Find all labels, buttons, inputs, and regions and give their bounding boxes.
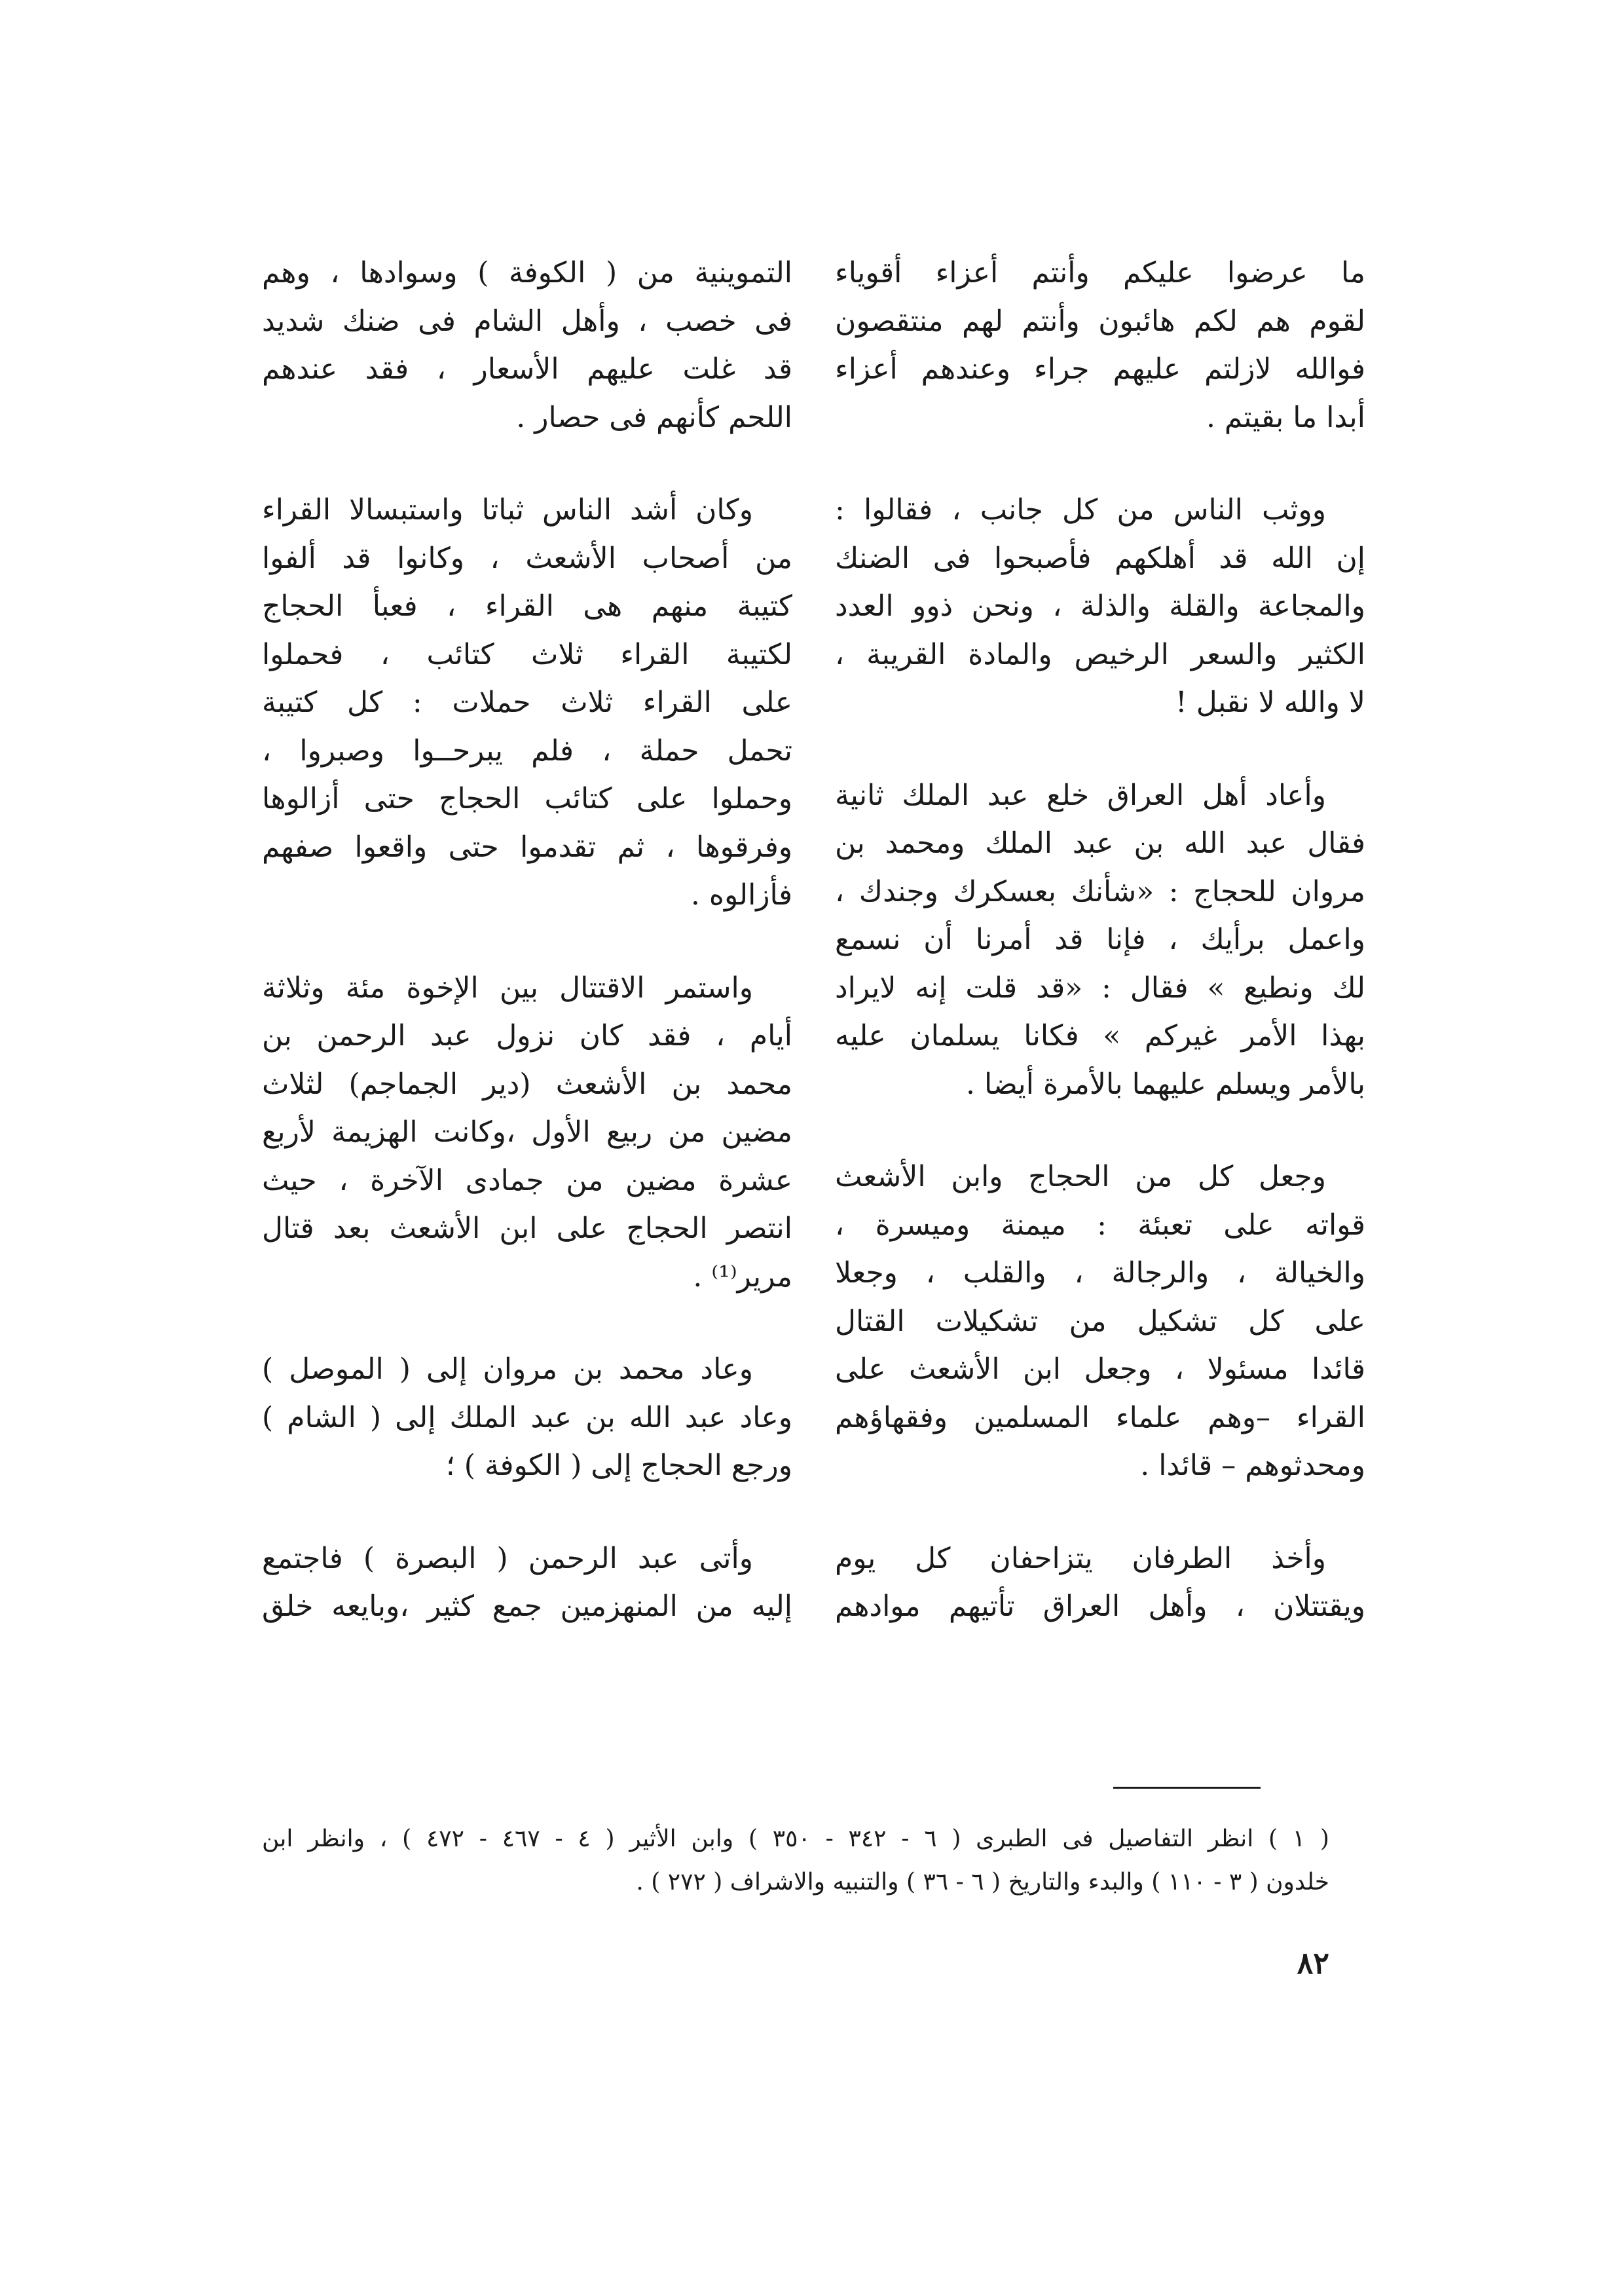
text-line: كتيبة منهم هى القراء ، فعبأ الحجاج	[262, 589, 792, 623]
text-line: والمجاعة والقلة والذلة ، ونحن ذوو العدد	[835, 589, 1365, 623]
paragraph	[835, 772, 1365, 1109]
text-line: على القراء ثلاث حملات : كل كتيبة	[262, 686, 792, 719]
text-line: وفرقوها ، ثم تقدموا حتى واقعوا صفهم	[262, 830, 792, 864]
text-line: وأعاد أهل العراق خلع عبد الملك ثانية	[835, 778, 1326, 812]
text-column-left	[262, 249, 792, 1675]
text-line: مرير⁽¹⁾ .	[693, 1259, 792, 1294]
text-line: وجعل كل من الحجاج وابن الأشعث	[835, 1160, 1326, 1193]
text-line: مضين من ربيع الأول ،وكانت الهزيمة لأربع	[262, 1115, 792, 1149]
text-line: فقال عبد الله بن عبد الملك ومحمد بن	[835, 827, 1365, 860]
paragraph	[262, 1345, 792, 1490]
text-line: عشرة مضين من جمادى الآخرة ، حيث	[262, 1163, 792, 1197]
text-line: وكان أشد الناس ثباتا واستبسالا القراء	[262, 493, 753, 527]
text-line: القراء –وهم علماء المسلمين وفقهاؤهم	[835, 1400, 1365, 1434]
text-line: ما عرضوا عليكم وأنتم أعزاء أقوياء	[835, 256, 1365, 289]
text-column-right	[835, 249, 1365, 1675]
text-line: قائدا مسئولا ، وجعل ابن الأشعث على	[835, 1353, 1365, 1386]
text-line: أيام ، فقد كان نزول عبد الرحمن بن	[262, 1019, 792, 1053]
footnote-line: ( ١ ) انظر التفاصيل فى الطبرى ( ٦ - ٣٤٢ - ٣٥٠ ) وابن الأثير ( ٤ - ٤٦٧ - ٤٧٢ ) ، وانظر ابن	[262, 1825, 1329, 1852]
footnote-line: خلدون ( ٣ - ١١٠ ) والبدء والتاريخ ( ٦ - ٣٦ ) والتنبيه والاشراف ( ٢٧٢ ) .	[636, 1869, 1329, 1895]
text-line: تحمل حملة ، فلم يبرحــوا وصبروا ،	[262, 734, 792, 768]
paragraph	[262, 249, 792, 441]
footnote-separator	[1113, 1787, 1261, 1789]
text-line: لقوم هم لكم هائبون وأنتم لهم منتقصون	[835, 304, 1365, 338]
paragraph	[835, 249, 1365, 441]
text-line: وأخذ الطرفان يتزاحفان كل يوم	[835, 1541, 1326, 1575]
text-line: وعاد عبد الله بن عبد الملك إلى ( الشام )	[262, 1400, 792, 1434]
text-line: واعمل برأيك ، فإنا قد أمرنا أن نسمع	[835, 923, 1365, 956]
text-line: إن الله قد أهلكهم فأصبحوا فى الضنك	[835, 541, 1365, 575]
text-line: لك ونطيع » فقال : «قد قلت إنه لايراد	[835, 971, 1365, 1005]
text-line: لا والله لا نقبل !	[1175, 686, 1365, 719]
text-line: من أصحاب الأشعث ، وكانوا قد ألفوا	[262, 541, 792, 575]
paragraph	[262, 486, 792, 920]
text-line: وعاد محمد بن مروان إلى ( الموصل )	[262, 1353, 753, 1386]
paragraph	[835, 1153, 1365, 1490]
text-line: ورجع الحجاج إلى ( الكوفة ) ؛	[445, 1449, 792, 1482]
page-number: ٨٢	[1297, 1945, 1329, 1981]
text-line: أبدا ما بقيتم .	[1206, 400, 1365, 434]
text-line: بهذا الأمر غيركم » فكانا يسلمان عليه	[835, 1019, 1365, 1053]
text-line: فأزالوه .	[690, 878, 792, 912]
text-line: مروان للحجاج : «شأنك بعسكرك وجندك ،	[835, 874, 1365, 908]
footnote	[262, 1818, 1329, 1904]
paragraph	[262, 1535, 792, 1631]
text-line: الكثير والسعر الرخيص والمادة القريبة ،	[835, 637, 1365, 671]
text-line: قد غلت عليهم الأسعار ، فقد عندهم	[262, 352, 792, 386]
text-line: قواته على تعبئة : ميمنة وميسرة ،	[835, 1208, 1365, 1242]
text-line: والخيالة ، والرجالة ، والقلب ، وجعلا	[835, 1256, 1365, 1290]
text-line: ومحدثوهم – قائدا .	[1140, 1449, 1365, 1482]
text-line: فى خصب ، وأهل الشام فى ضنك شديد	[262, 304, 792, 338]
paragraph	[835, 486, 1365, 727]
text-line: إليه من المنهزمين جمع كثير ،وبايعه خلق	[262, 1590, 792, 1623]
text-line: ووثب الناس من كل جانب ، فقالوا :	[835, 493, 1326, 527]
text-line: اللحم كأنهم فى حصار .	[516, 400, 792, 434]
text-line: ويقتتلان ، وأهل العراق تأتيهم موادهم	[835, 1590, 1365, 1623]
text-line: محمد بن الأشعث (دير الجماجم) لثلاث	[262, 1067, 792, 1101]
text-line: فوالله لازلتم عليهم جراء وعندهم أعزاء	[835, 352, 1365, 386]
text-line: بالأمر ويسلم عليهما بالأمرة أيضا .	[965, 1067, 1365, 1101]
text-line: انتصر الحجاج على ابن الأشعث بعد قتال	[262, 1212, 792, 1245]
text-line: التموينية من ( الكوفة ) وسوادها ، وهم	[262, 256, 792, 289]
text-line: وحملوا على كتائب الحجاج حتى أزالوها	[262, 782, 792, 815]
text-line: وأتى عبد الرحمن ( البصرة ) فاجتمع	[262, 1541, 753, 1575]
text-line: على كل تشكيل من تشكيلات القتال	[835, 1304, 1365, 1338]
text-line: لكتيبة القراء ثلاث كتائب ، فحملوا	[262, 637, 792, 671]
paragraph	[262, 964, 792, 1301]
paragraph	[835, 1535, 1365, 1631]
text-line: واستمر الاقتتال بين الإخوة مئة وثلاثة	[262, 971, 753, 1005]
